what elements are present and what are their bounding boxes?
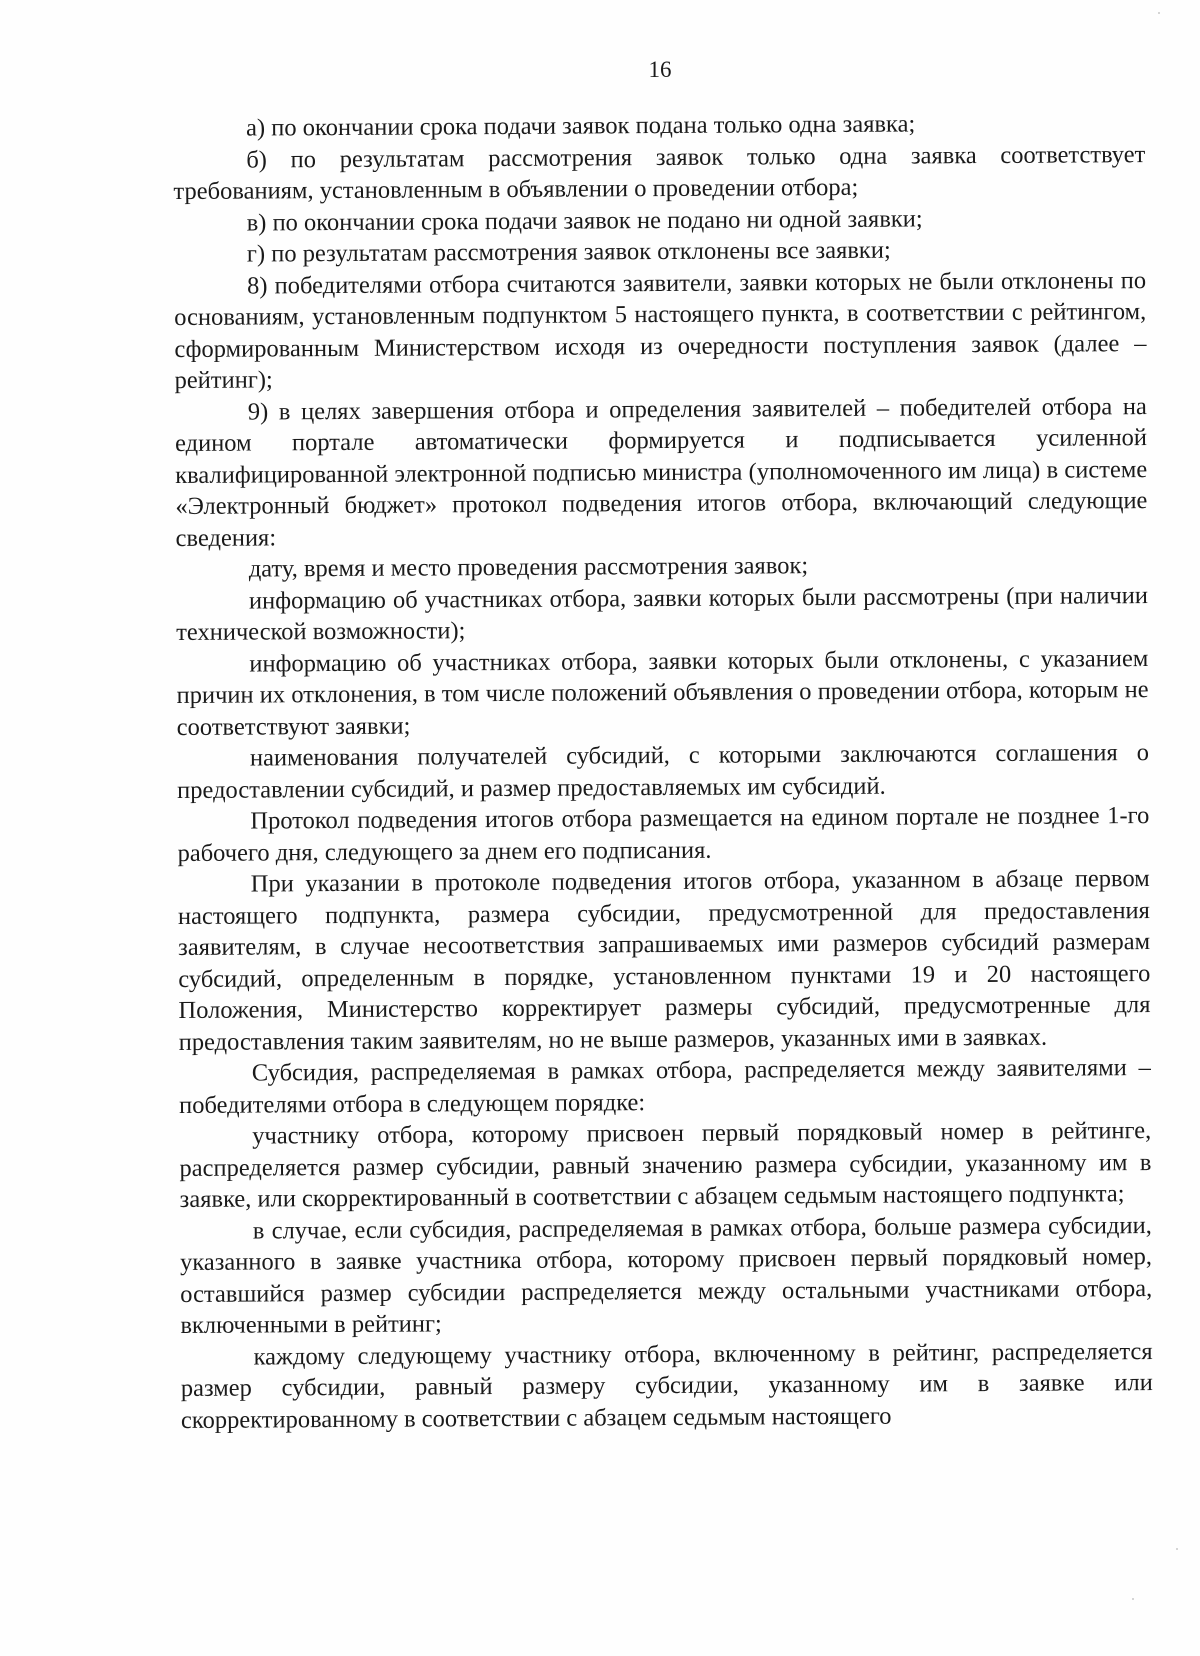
scan-speck bbox=[1132, 1598, 1134, 1600]
scan-speck bbox=[1176, 1548, 1178, 1550]
paragraph-first-participant: участнику отбора, которому присвоен первый порядковый номер в рейтинге, распределяется размер субсидии, равный значению размера субсидии, указанному им в заявке, или скорректированный в соответствии с абзацем седьмым настоящего подпункта; bbox=[179, 1117, 1152, 1213]
paragraph-subpoint-9: 9) в целях завершения отбора и определения заявителей – победителей отбора на едином портале автоматически формируется и подписывается усиленной квалифицированной электронной подписью министра (уполномоченного им лица) в системе «Электронный бюджет» протокол подведения итогов отбора, включающий следующие сведения: bbox=[174, 392, 1148, 552]
paragraph-item-b: б) по результатам рассмотрения заявок только одна заявка соответствует требованиям, установленным в объявлении о проведении отбора; bbox=[173, 140, 1146, 205]
paragraph-distribution-order: Субсидия, распределяемая в рамках отбора, распределяется между заявителями – победителями отбора в следующем порядке: bbox=[178, 1054, 1151, 1119]
page-number: 16 bbox=[648, 57, 672, 82]
paragraph-item-v: в) по окончании срока подачи заявок не подано ни одной заявки; bbox=[246, 204, 923, 237]
paragraph-info-date: дату, время и место проведения рассмотрения заявок; bbox=[248, 552, 809, 583]
paragraph-remaining-subsidy: в случае, если субсидия, распределяемая в рамках отбора, больше размера субсидии, указанного в заявке участника отбора, которому присвоен первый порядковый номер, оставшийся размер субсидии распределяется между остальными участниками отбора, включенными в рейтинг; bbox=[179, 1211, 1153, 1339]
paragraph-item-a: а) по окончании срока подачи заявок подана только одна заявка; bbox=[246, 110, 916, 142]
paragraph-protocol-publication: Протокол подведения итогов отбора размещается на едином портале не позднее 1-го рабочего дня, следующего за днем его подписания. bbox=[177, 802, 1150, 867]
paragraph-subsidy-correction: При указании в протоколе подведения итогов отбора, указанном в абзаце первом настоящего подпункта, размера субсидии, предусмотренной для предоставления заявителям, в случае несоответствия запрашиваемых ими размеров субсидий размерам субсидий, определенным в порядке, установленном пунктами 19 и 20 настоящего Положения, Министерство корректирует размеры субсидий, предусмотренные для предоставления таким заявителям, но не выше размеров, указанных ими в заявках. bbox=[177, 865, 1151, 1056]
paragraph-info-recipients: наименования получателей субсидий, с которыми заключаются соглашения о предоставлении субсидий, и размер предоставляемых им субсидий. bbox=[177, 739, 1150, 804]
paragraph-next-participant: каждому следующему участнику отбора, включенному в рейтинг, распределяется размер субсидии, равный размеру субсидии, указанному им в заявке или скорректированному в соответствии с абзацем седьмым настоящего bbox=[180, 1337, 1153, 1434]
document-body bbox=[173, 107, 1153, 1436]
paragraph-subpoint-8: 8) победителями отбора считаются заявители, заявки которых не были отклонены по основаниям, установленным подпунктом 5 настоящего пункта, в соответствии с рейтингом, сформированным Министерством исходя из очередности поступления заявок (далее – рейтинг); bbox=[174, 266, 1147, 394]
paragraph-info-rejected: информацию об участниках отбора, заявки которых были отклонены, с указанием причин их отклонения, в том числе положений объявления о проведении отбора, которым не соответствуют заявки; bbox=[176, 644, 1149, 741]
scan-speck bbox=[1158, 12, 1160, 14]
paragraph-item-g: г) по результатам рассмотрения заявок отклонены все заявки; bbox=[246, 236, 891, 268]
paragraph-info-reviewed: информацию об участниках отбора, заявки которых были рассмотрены (при наличии технической возможности); bbox=[176, 581, 1149, 646]
